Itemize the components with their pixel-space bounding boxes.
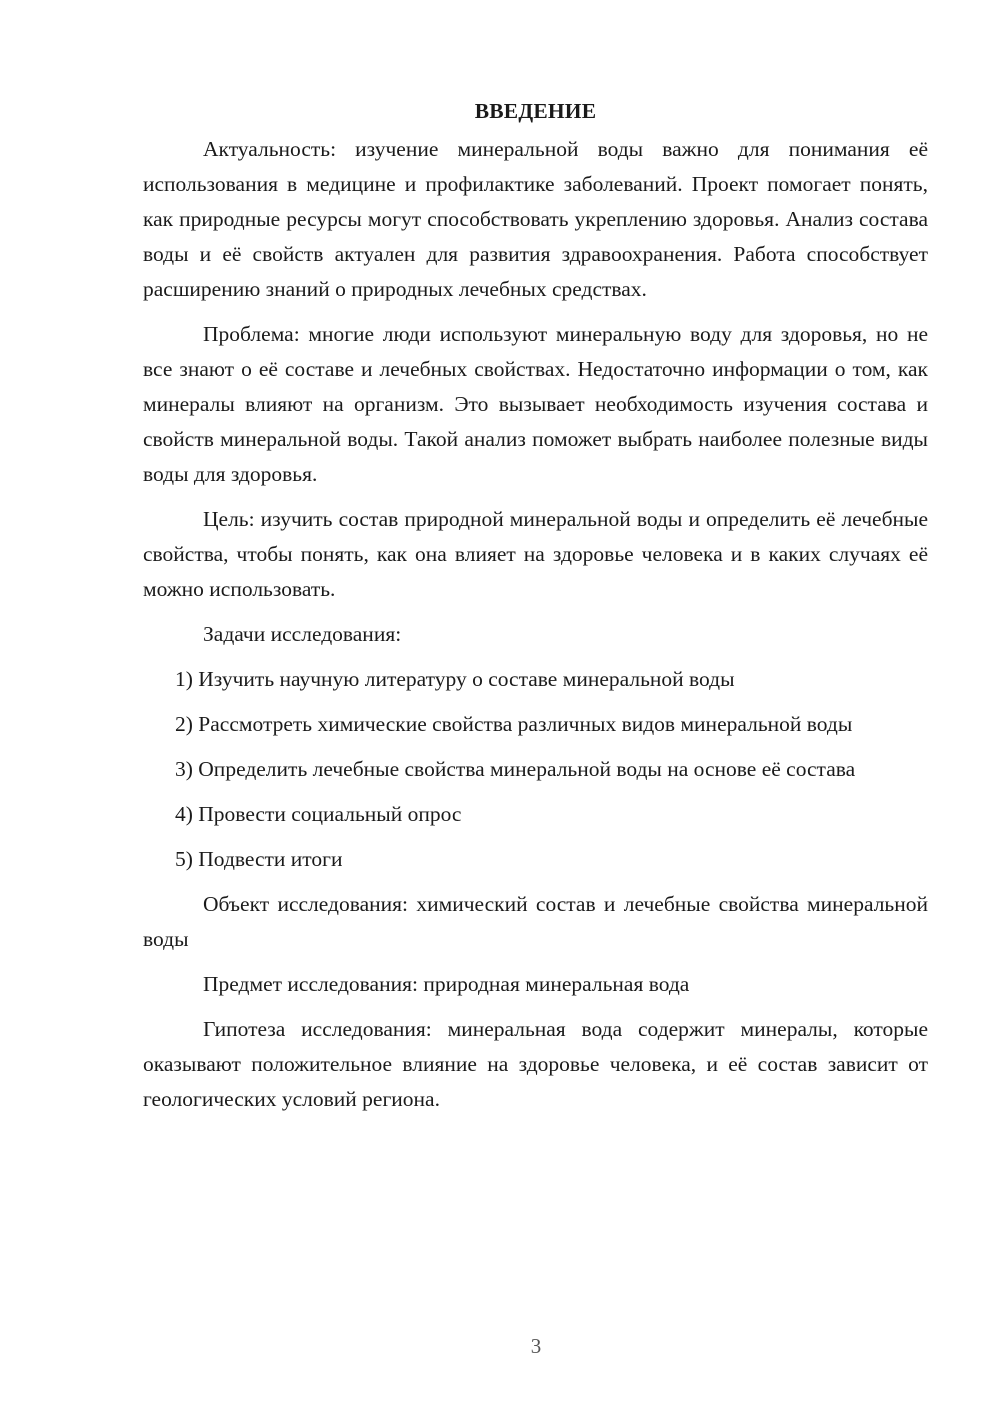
goal-paragraph: Цель: изучить состав природной минеральной воды и определить её лечебные свойства, чтобы понять, как она влияет на здоровье человека и в каких случаях её можно использовать. <box>143 507 928 601</box>
task-item-5: 5) Подвести итоги <box>175 847 343 871</box>
subject-paragraph: Предмет исследования: природная минеральная вода <box>203 972 690 996</box>
page-content <box>143 96 928 1127</box>
relevance-paragraph: Актуальность: изучение минеральной воды важно для понимания её использования в медицине и профилактике заболеваний. Проект помогает понять, как природные ресурсы могут способствовать укреплению здоровья. Анализ состава воды и её свойств актуален для развития здравоохранения. Работа способствует расширению знаний о природных лечебных средствах. <box>143 137 928 301</box>
hypothesis-paragraph: Гипотеза исследования: минеральная вода содержит минералы, которые оказывают положительное влияние на здоровье человека, и её состав зависит от геологических условий региона. <box>143 1017 928 1111</box>
problem-paragraph: Проблема: многие люди используют минеральную воду для здоровья, но не все знают о её составе и лечебных свойствах. Недостаточно информации о том, как минералы влияют на организм. Это вызывает необходимость изучения состава и свойств минеральной воды. Такой анализ поможет выбрать наиболее полезные виды воды для здоровья. <box>143 322 928 486</box>
tasks-heading: Задачи исследования: <box>203 622 402 646</box>
task-item-3: 3) Определить лечебные свойства минеральной воды на основе её состава <box>175 757 856 781</box>
object-paragraph: Объект исследования: химический состав и лечебные свойства минеральной воды <box>143 892 928 951</box>
task-item-2: 2) Рассмотреть химические свойства различных видов минеральной воды <box>175 712 853 736</box>
task-item-4: 4) Провести социальный опрос <box>175 802 462 826</box>
page-number: 3 <box>530 1334 542 1358</box>
page-title: ВВЕДЕНИЕ <box>474 99 597 123</box>
task-item-1: 1) Изучить научную литературу о составе минеральной воды <box>175 667 735 691</box>
